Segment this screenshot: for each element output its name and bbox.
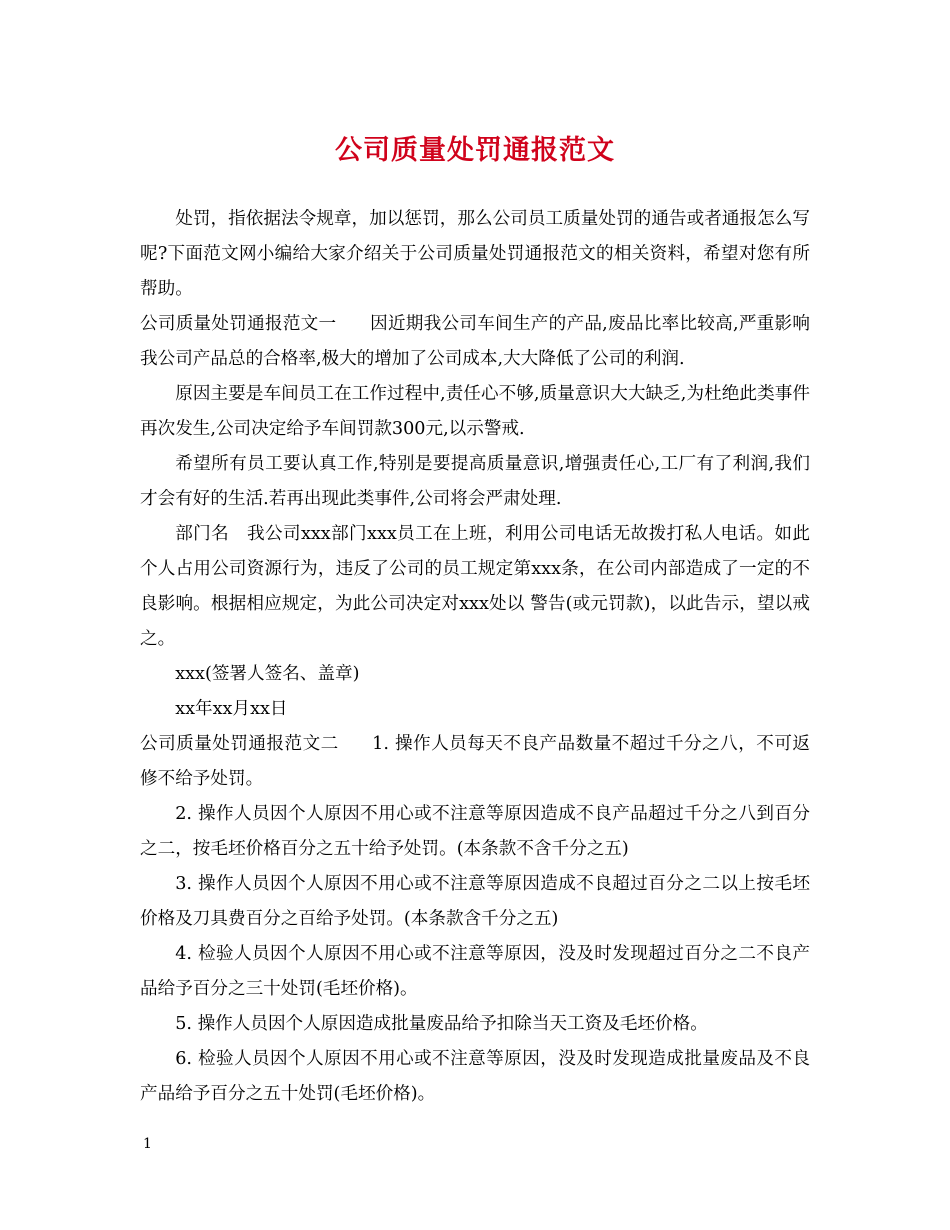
sample2-item-2: 2. 操作人员因个人原因不用心或不注意等原因造成不良产品超过千分之八到百分之二，按毛坯价格百分之五十给予处罚。(本条款不含千分之五) (140, 804, 810, 859)
sample1-paragraph-1 (140, 307, 810, 377)
sample1-heading: 公司质量处罚通报范文一 (140, 314, 337, 334)
intro-paragraph: 处罚，指依据法令规章，加以惩罚，那么公司员工质量处罚的通告或者通报怎么写呢?下面范文网小编给大家介绍关于公司质量处罚通报范文的相关资料，希望对您有所帮助。 (140, 209, 810, 299)
date-line: xx年xx月xx日 (175, 699, 288, 719)
sample2-paragraph-1 (140, 727, 810, 797)
sample1-text-4: 我公司xxx部门xxx员工在上班，利用公司电话无故拨打私人电话。如此个人占用公司资源行为，违反了公司的员工规定第xxx条，在公司内部造成了一定的不良影响。根据相应规定，为此公司决定对xxx处以 警告(或元罚款)，以此告示，望以戒之。 (140, 524, 810, 649)
sample1-paragraph-3: 希望所有员工要认真工作,特别是要提高质量意识,增强责任心,工厂有了利润,我们才会有好的生活.若再出现此类事件,公司将会严肃处理. (140, 454, 810, 509)
sample2-item-4: 4. 检验人员因个人原因不用心或不注意等原因，没及时发现超过百分之二不良产品给予百分之三十处罚(毛坯价格)。 (140, 944, 810, 999)
sample2-heading: 公司质量处罚通报范文二 (140, 734, 339, 754)
sample1-paragraph-4 (140, 517, 810, 657)
sample1-text-1: 因近期我公司车间生产的产品,废品比率比较高,严重影响我公司产品总的合格率,极大的增加了公司成本,大大降低了公司的利润. (140, 314, 810, 369)
department-label: 部门名 (175, 524, 230, 544)
document-body (140, 202, 810, 1112)
sample1-paragraph-2: 原因主要是车间员工在工作过程中,责任心不够,质量意识大大缺乏,为杜绝此类事件再次发生,公司决定给予车间罚款300元,以示警戒. (140, 384, 810, 439)
signature-line: xxx(签署人签名、盖章) (175, 664, 360, 684)
document-title: 公司质量处罚通报范文 (335, 135, 615, 166)
page-number: 1 (143, 1136, 152, 1152)
sample2-item-3: 3. 操作人员因个人原因不用心或不注意等原因造成不良超过百分之二以上按毛坯价格及刀具费百分之百给予处罚。(本条款含千分之五) (140, 874, 810, 929)
sample2-item-1: 1. 操作人员每天不良产品数量不超过千分之八，不可返修不给予处罚。 (140, 734, 810, 789)
sample2-item-5: 5. 操作人员因个人原因造成批量废品给予扣除当天工资及毛坯价格。 (175, 1014, 708, 1034)
sample2-item-6: 6. 检验人员因个人原因不用心或不注意等原因，没及时发现造成批量废品及不良产品给予百分之五十处罚(毛坯价格)。 (140, 1049, 810, 1104)
